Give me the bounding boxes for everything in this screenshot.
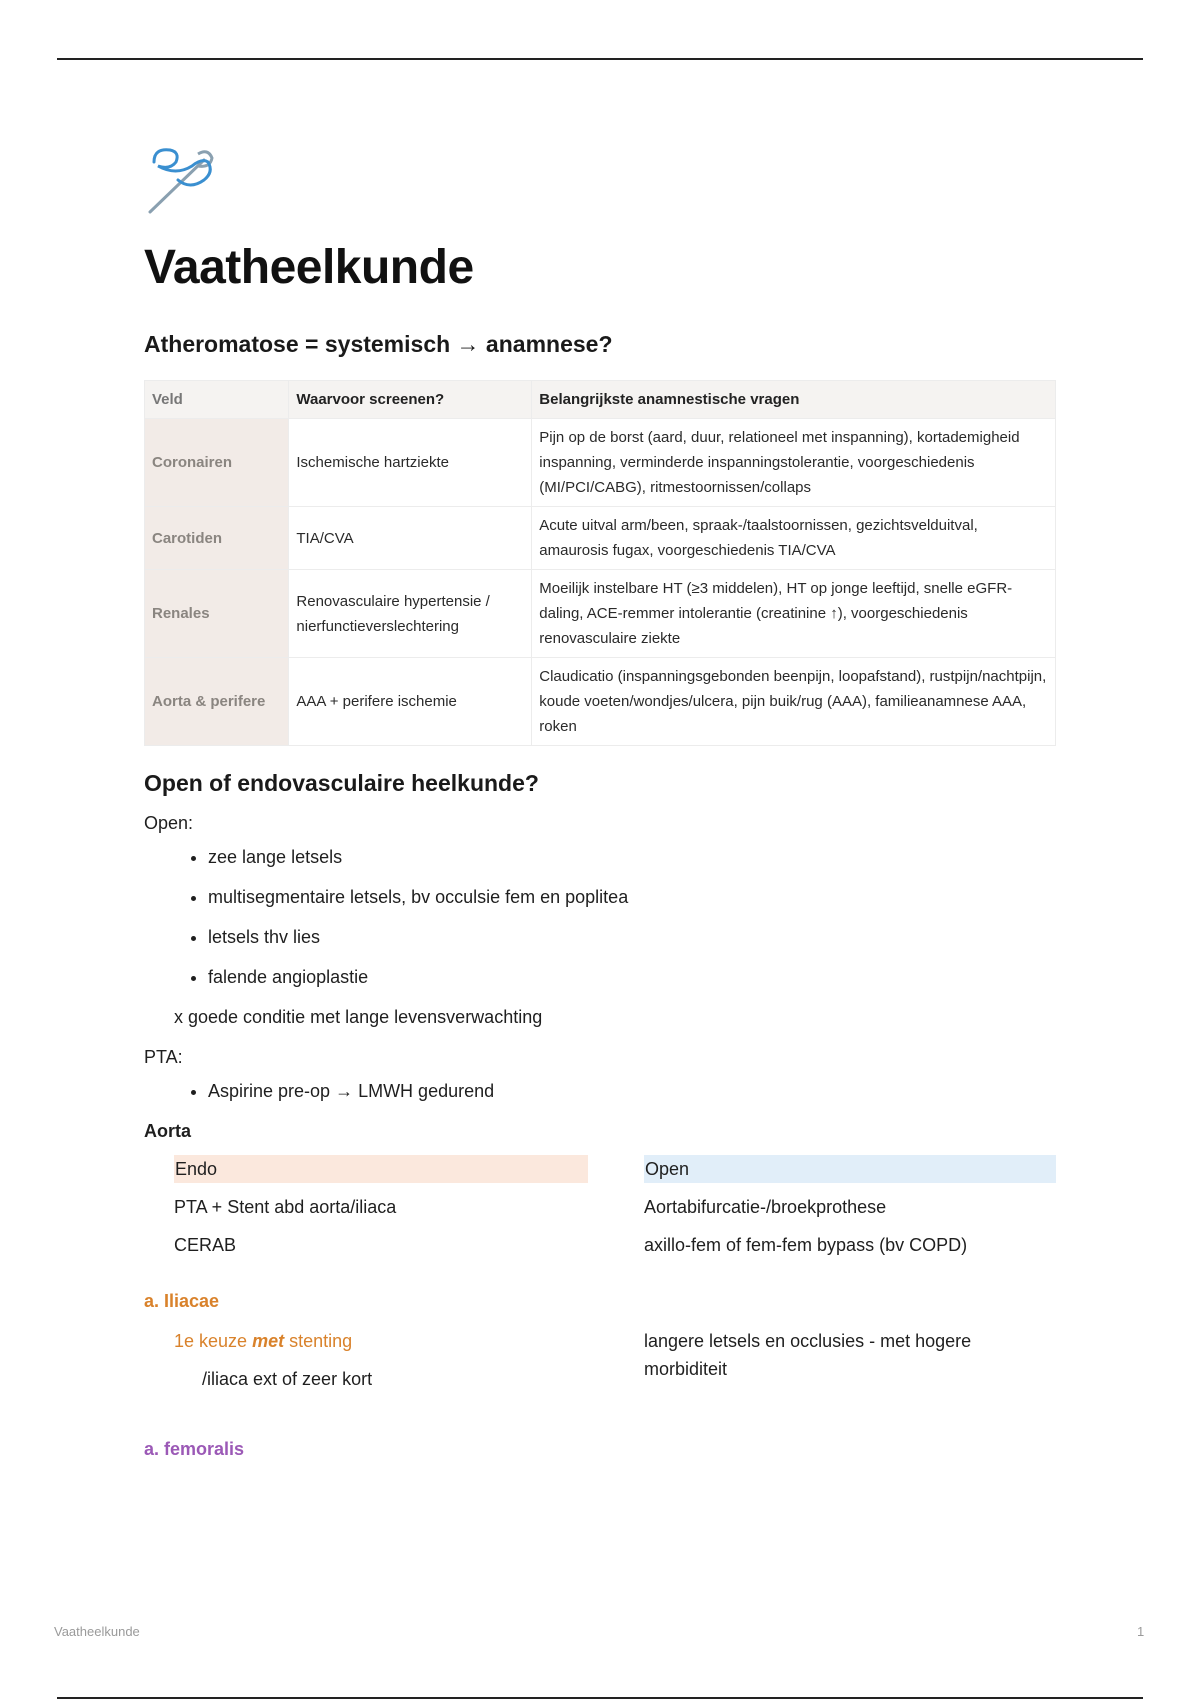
- open-column: [644, 1155, 1056, 1259]
- section-heading-atheromatose: Atheromatose = systemisch → anamnese?: [144, 331, 613, 357]
- list-item: • falende angioplastie: [208, 963, 1056, 991]
- table-cell-field: Renales: [145, 570, 289, 658]
- bottom-rule: [57, 1697, 1143, 1699]
- table-header-cell: Belangrijkste anamnestische vragen: [532, 381, 1056, 419]
- list-item: • zee lange letsels: [208, 843, 1056, 871]
- syringe-thread-icon: [144, 140, 222, 218]
- table-header-cell: Waarvoor screenen?: [289, 381, 532, 419]
- list-item: • letsels thv lies: [208, 923, 1056, 951]
- footer-page-number: 1: [1137, 1624, 1145, 1639]
- open-label: Open:: [144, 813, 194, 833]
- table-cell-screen: Renovasculaire hypertensie / nierfunctieverslechtering: [289, 570, 532, 658]
- femoralis-heading: a. femoralis: [144, 1439, 245, 1459]
- iliacae-first-choice-post: stenting: [284, 1331, 353, 1351]
- table-row: [145, 570, 1056, 658]
- table-cell-questions: Acute uitval arm/been, spraak-/taalstoornissen, gezichtsvelduitval, amaurosis fugax, voorgeschiedenis TIA/CVA: [532, 507, 1056, 570]
- table-cell-screen: Ischemische hartziekte: [289, 419, 532, 507]
- table-row: [145, 419, 1056, 507]
- top-rule: [57, 58, 1143, 60]
- iliacae-first-choice: [174, 1327, 588, 1355]
- iliacae-first-choice-em: met: [252, 1331, 285, 1351]
- screening-table: [144, 380, 1056, 746]
- iliacae-left: [174, 1327, 588, 1393]
- page-title: Vaatheelkunde: [144, 241, 474, 294]
- iliacae-columns: [144, 1327, 1056, 1423]
- iliacae-heading: a. Iliacae: [144, 1291, 220, 1311]
- pta-label: PTA:: [144, 1047, 183, 1067]
- table-cell-screen: TIA/CVA: [289, 507, 532, 570]
- open-note: x goede conditie met lange levensverwachting: [174, 1007, 543, 1027]
- open-list: [144, 843, 1056, 991]
- open-item: axillo-fem of fem-fem bypass (bv COPD): [644, 1235, 968, 1255]
- table-cell-field: Coronairen: [145, 419, 289, 507]
- open-header: Open: [644, 1155, 1056, 1183]
- table-cell-field: Carotiden: [145, 507, 289, 570]
- endo-header: Endo: [174, 1155, 588, 1183]
- iliacae-open-text: langere letsels en occlusies - met hogere morbiditeit: [644, 1331, 972, 1379]
- table-row: [145, 507, 1056, 570]
- table-cell-screen: AAA + perifere ischemie: [289, 658, 532, 746]
- page-content: [144, 140, 1056, 1463]
- iliacae-right: [644, 1327, 1056, 1383]
- list-item: • Aspirine pre-op → LMWH gedurend: [208, 1077, 1056, 1105]
- list-item: • multisegmentaire letsels, bv occulsie fem en poplitea: [208, 883, 1056, 911]
- table-header-row: [145, 381, 1056, 419]
- aorta-columns: [144, 1155, 1056, 1275]
- table-row: [145, 658, 1056, 746]
- open-item: Aortabifurcatie-/broekprothese: [644, 1197, 887, 1217]
- table-cell-questions: Claudicatio (inspanningsgebonden beenpijn, loopafstand), rustpijn/nachtpijn, koude voeten/wondjes/ulcera, pijn buik/rug (AAA), familieanamnese AAA, roken: [532, 658, 1056, 746]
- table-cell-questions: Moeilijk instelbare HT (≥3 middelen), HT op jonge leeftijd, snelle eGFR-daling, ACE-remmer intolerantie (creatinine ↑), voorgeschiedenis renovasculaire ziekte: [532, 570, 1056, 658]
- iliacae-first-choice-pre: 1e keuze: [174, 1331, 253, 1351]
- endo-column: [174, 1155, 588, 1259]
- table-header-cell: Veld: [145, 381, 289, 419]
- pta-list: [144, 1077, 1056, 1105]
- table-cell-field: Aorta & perifere: [145, 658, 289, 746]
- footer-title: Vaatheelkunde: [54, 1624, 140, 1639]
- endo-item: CERAB: [174, 1235, 237, 1255]
- iliacae-sub: /iliaca ext of zeer kort: [202, 1369, 373, 1389]
- aorta-heading: Aorta: [144, 1121, 192, 1141]
- endo-item: PTA + Stent abd aorta/iliaca: [174, 1197, 397, 1217]
- table-cell-questions: Pijn op de borst (aard, duur, relationeel met inspanning), kortademigheid inspanning, verminderde inspanningstolerantie, voorgeschiedenis (MI/PCI/CABG), ritmestoornissen/collaps: [532, 419, 1056, 507]
- section-heading-open-endo: Open of endovasculaire heelkunde?: [144, 770, 539, 796]
